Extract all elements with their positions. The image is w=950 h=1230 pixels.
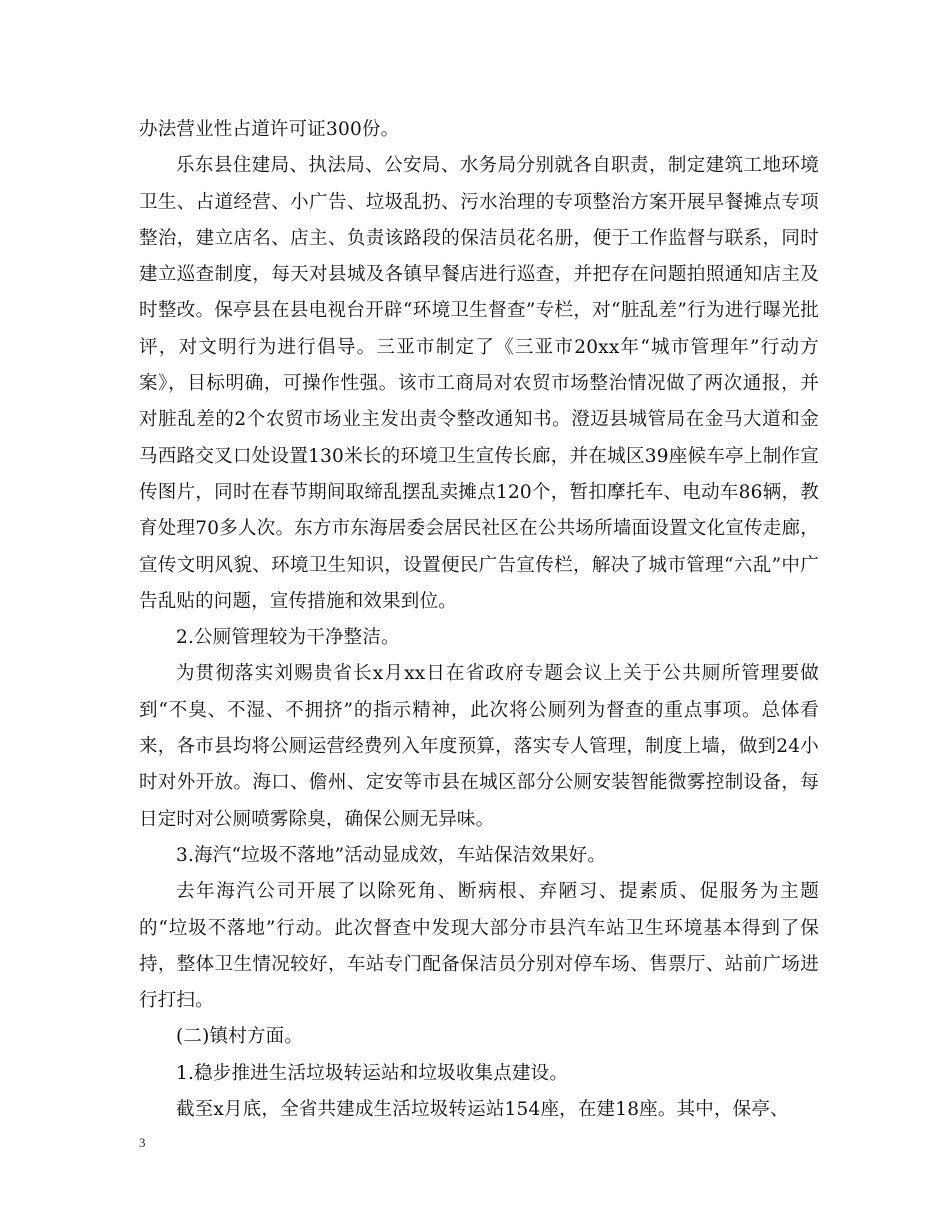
paragraph-continuation: 办法营业性占道许可证300份。 — [139, 119, 400, 140]
paragraph-toilet-management: 为贯彻落实刘赐贵省长x月xx日在省政府专题会议上关于公共厕所管理要做到“不臭、不湿、不拥挤”的指示精神，此次将公厕列为督查的重点事项。总体看来，各市县均将公厕运营经费列入年度预算，落实专人管理，制度上墙，做到24小时对外开放。海口、儋州、定安等市县在城区部分公厕安装智能微雾控制设备，每日定时对公厕喷雾除臭，确保公厕无异味。 — [139, 663, 819, 830]
heading-transfer-stations: 1.稳步推进生活垃圾转运站和垃圾收集点建设。 — [176, 1062, 569, 1084]
paragraph-transfer-stations: 截至x月底，全省共建成生活垃圾转运站154座，在建18座。其中，保亭、 — [176, 1099, 789, 1121]
page-number: 3 — [139, 1135, 146, 1150]
paragraph-haiqi-campaign: 去年海汽公司开展了以除死角、断病根、弃陋习、提素质、促服务为主题的“垃圾不落地”行动。此次督查中发现大部分市县汽车站卫生环境基本得到了保持，整体卫生情况较好，车站专门配备保洁员分别对停车场、售票厅、站前广场进行打扫。 — [139, 881, 819, 1012]
paragraph-ledong-measures: 乐东县住建局、执法局、公安局、水务局分别就各自职责，制定建筑工地环境卫生、占道经营、小广告、垃圾乱扔、污水治理的专项整治方案开展早餐摊点专项整治，建立店名、店主、负责该路段的保洁员花名册，便于工作监督与联系，同时建立巡查制度，每天对县城及各镇早餐店进行巡查，并把存在问题拍照通知店主及时整改。保亭县在县电视台开辟“环境卫生督查”专栏，对“脏乱差”行为进行曝光批评，对文明行为进行倡导。三亚市制定了《三亚市20xx年“城市管理年”行动方案》，目标明确，可操作性强。该市工商局对农贸市场整治情况做了两次通报，并对脏乱差的2个农贸市场业主发出责令整改通知书。澄迈县城管局在金马大道和金马西路交叉口处设置130米长的环境卫生宣传长廊，并在城区39座候车亭上制作宣传图片，同时在春节期间取缔乱摆乱卖摊点120个，暂扣摩托车、电动车86辆，教育处理70多人次。东方市东海居委会居民社区在公共场所墙面设置文化宣传走廊，宣传文明风貌、环境卫生知识，设置便民广告宣传栏，解决了城市管理“六乱”中广告乱贴的问题，宣传措施和效果到位。 — [139, 155, 819, 612]
document-body — [139, 112, 819, 1128]
heading-toilet-management: 2.公厕管理较为干净整洁。 — [176, 627, 400, 649]
heading-haiqi-campaign: 3.海汽“垃圾不落地”活动显成效，车站保洁效果好。 — [176, 844, 607, 866]
heading-towns-villages: (二)镇村方面。 — [176, 1026, 304, 1048]
